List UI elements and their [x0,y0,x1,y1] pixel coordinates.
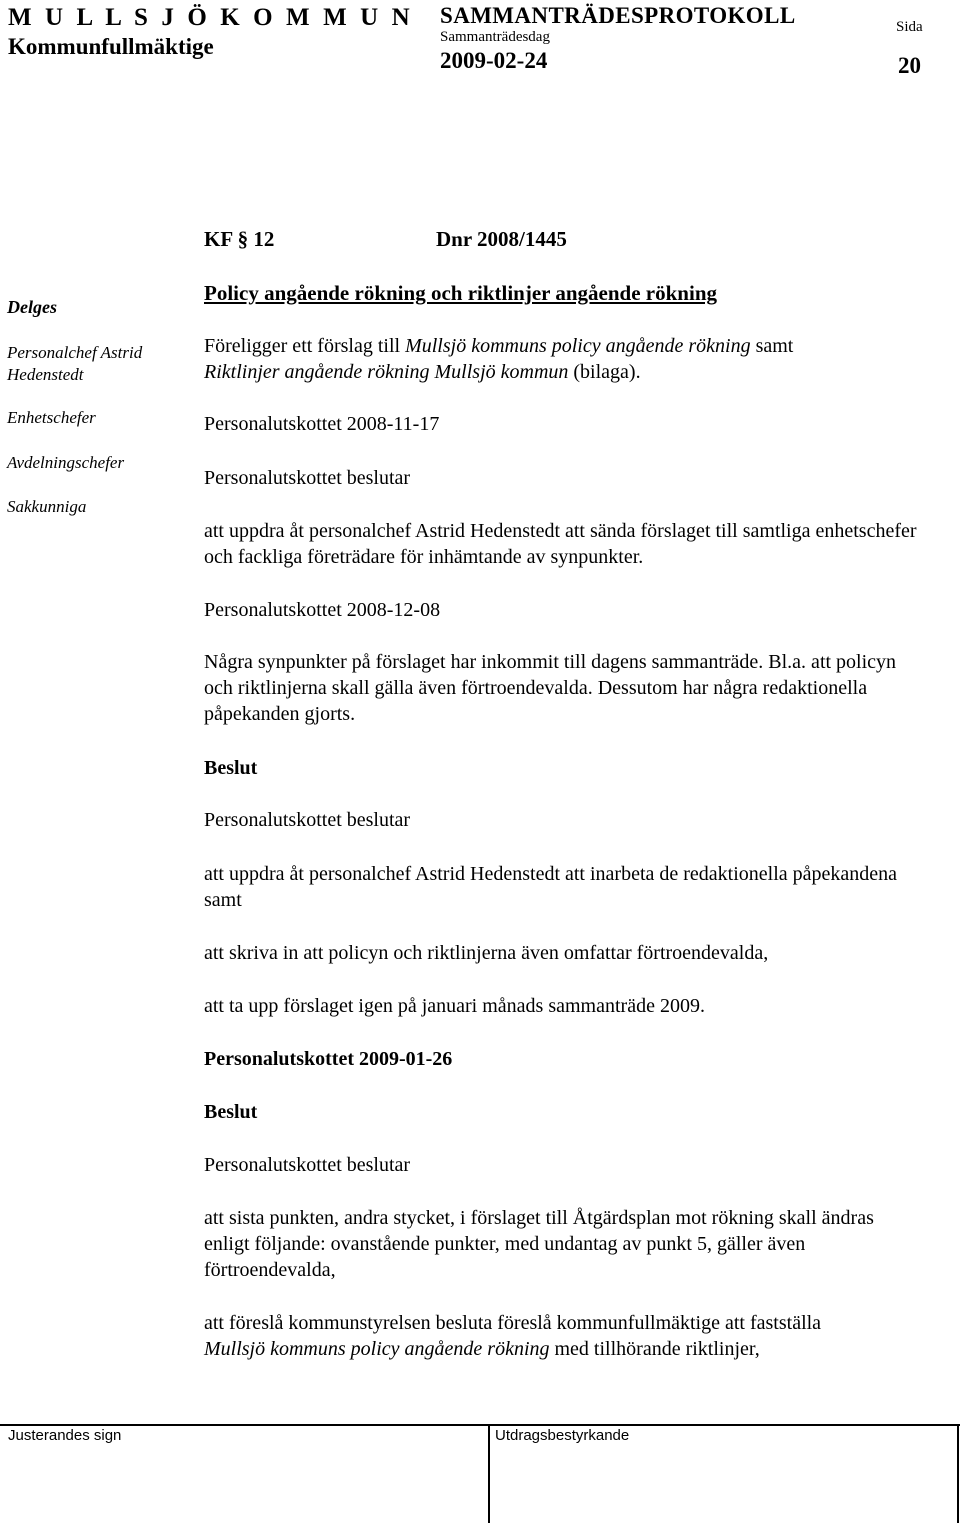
comments-paragraph: Några synpunkter på förslaget har inkommit till dagens sammanträde. Bl.a. att policyn och riktlinjerna skall gälla även förtroendevalda. Dessutom har några redaktionella påpekanden gjorts. [204,651,897,725]
case-paragraph: KF § 12 [204,227,275,251]
meeting-date-label: Sammanträdesdag [440,29,550,45]
decision-paragraph: att föreslå kommunstyrelsen besluta föreslå kommunfullmäktige att fastställa Mullsjö kommuns policy angående rökning med tillhörande riktlinjer, [204,1312,822,1360]
section-heading-2008-12-08: Personalutskottet 2008-12-08 [204,599,441,621]
case-dnr: Dnr 2008/1445 [436,227,567,251]
extract-certification-label: Utdragsbestyrkande [495,1427,630,1444]
recipient-personnel-manager: Personalchef Astrid Hedenstedt [7,343,143,384]
decision-paragraph: att sista punkten, andra stycket, i förslaget till Åtgärdsplan mot rökning skall ändras enligt följande: ovanstående punkter, med undantag av punkt 5, gäller även förtroendevalda, [204,1207,874,1281]
decision-paragraph: att uppdra åt personalchef Astrid Hedenstedt att sända förslaget till samtliga enhetschefer och fackliga företrädare för inhämtande av synpunkter. [204,520,917,568]
decision-intro: Personalutskottet beslutar [204,1154,411,1176]
assembly-name: Kommunfullmäktige [8,34,214,59]
recipient-unit-managers: Enhetschefer [7,408,96,427]
decision-intro: Personalutskottet beslutar [204,809,411,831]
justification-signature-label: Justerandes sign [8,1427,122,1444]
beslut-heading: Beslut [204,757,258,779]
document-type: SAMMANTRÄDESPROTOKOLL [440,3,796,28]
footer-divider [0,1424,960,1426]
page-label: Sida [896,19,923,35]
section-heading-2008-11-17: Personalutskottet 2008-11-17 [204,413,440,435]
footer-column-divider [488,1426,490,1523]
distribution-title: Delges [7,297,57,317]
municipality-name: M U L L S J Ö K O M M U N [8,4,414,31]
footer-right-border [957,1426,959,1523]
case-title: Policy angående rökning och riktlinjer angående rökning [204,281,717,305]
decision-intro: Personalutskottet beslutar [204,467,411,489]
page-number: 20 [898,53,921,78]
decision-paragraph: att ta upp förslaget igen på januari månads sammanträde 2009. [204,995,705,1017]
recipient-department-managers: Avdelningschefer [7,453,125,472]
intro-paragraph: Föreligger ett förslag till Mullsjö kommuns policy angående rökning samt Riktlinjer angående rökning Mullsjö kommun (bilaga). [204,335,794,383]
decision-paragraph: att skriva in att policyn och riktlinjerna även omfattar förtroendevalda, [204,942,769,964]
meeting-date: 2009-02-24 [440,48,548,73]
section-heading-2009-01-26: Personalutskottet 2009-01-26 [204,1048,453,1070]
decision-paragraph: att uppdra åt personalchef Astrid Hedenstedt att inarbeta de redaktionella påpekandena samt [204,863,898,911]
beslut-heading: Beslut [204,1101,258,1123]
recipient-experts: Sakkunniga [7,497,87,516]
